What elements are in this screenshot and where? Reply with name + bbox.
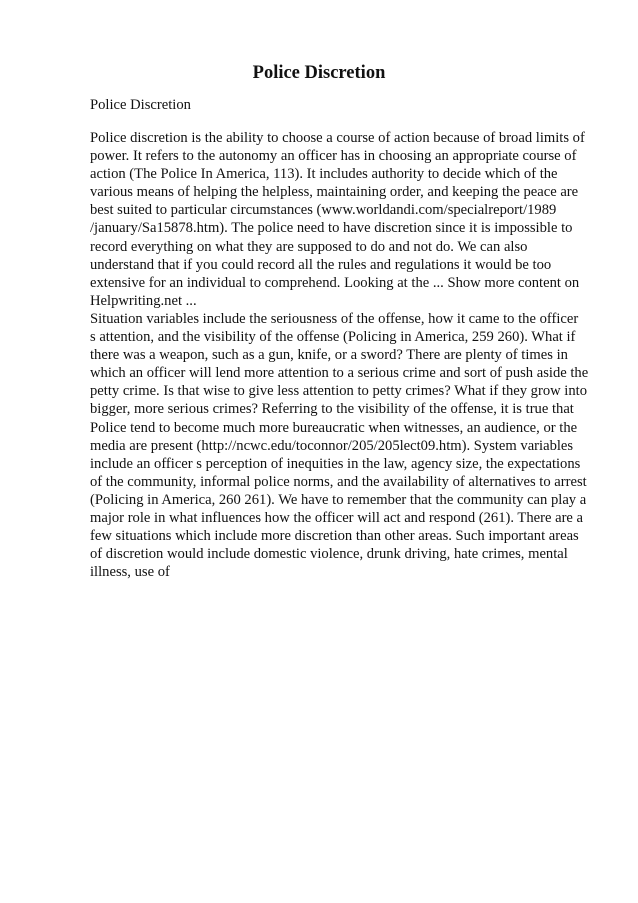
body-line: of discretion would include domestic violence, drunk driving, hate crimes, mental: [90, 546, 568, 563]
body-line: illness, use of: [90, 564, 170, 581]
body-line: action (The Police In America, 113). It includes authority to decide which of the: [90, 166, 558, 183]
body-line: there was a weapon, such as a gun, knife, or a sword? There are plenty of times in: [90, 347, 568, 364]
body-line: Police discretion is the ability to choose a course of action because of broad limits of: [90, 130, 585, 146]
body-line: bigger, more serious crimes? Referring to the visibility of the offense, it is true that: [90, 401, 574, 418]
body-line: record everything on what they are supposed to do and not do. We can also: [90, 238, 528, 255]
body-line: various means of helping the helpless, maintaining order, and keeping the peace are: [90, 184, 579, 201]
body-line: s attention, and the visibility of the offense (Policing in America, 259 260). What if: [90, 329, 576, 346]
body-line: major role in what influences how the officer will act and respond (261). There are a: [90, 509, 584, 526]
body-line: of the community, informal police norms, and the availability of alternatives to arrest: [90, 473, 587, 490]
body-line: media are present (http://ncwc.edu/toconnor/205/205lect09.htm). System variables: [90, 437, 574, 454]
body-line: few situations which include more discretion than other areas. Such important areas: [90, 528, 579, 545]
body-line: extensive for an individual to comprehend. Looking at the ... Show more content on: [90, 274, 580, 291]
body-line: include an officer s perception of inequities in the law, agency size, the expectations: [90, 455, 581, 472]
body-line: petty crime. Is that wise to give less attention to petty crimes? What if they grow into: [90, 383, 588, 400]
body-line: Police tend to become much more bureaucratic when witnesses, an audience, or the: [90, 419, 578, 436]
body-line: best suited to particular circumstances (www.worldandi.com/specialreport/1989: [90, 202, 557, 219]
page-title: Police Discretion: [252, 63, 386, 83]
body-line: which an officer will lend more attention to a serious crime and sort of push aside the: [90, 365, 589, 382]
body-text: [90, 129, 590, 581]
body-line: Situation variables include the seriousness of the offense, how it came to the officer: [90, 310, 579, 327]
document-subtitle: Police Discretion: [90, 97, 191, 113]
body-line: /january/Sa15878.htm). The police need to have discretion since it is impossible to: [90, 220, 573, 237]
body-line: power. It refers to the autonomy an officer has in choosing an appropriate course of: [90, 148, 577, 165]
body-line: Helpwriting.net ...: [90, 292, 197, 309]
body-line: (Policing in America, 260 261). We have to remember that the community can play a: [90, 491, 587, 508]
body-line: understand that if you could record all the rules and regulations it would be too: [90, 256, 552, 273]
